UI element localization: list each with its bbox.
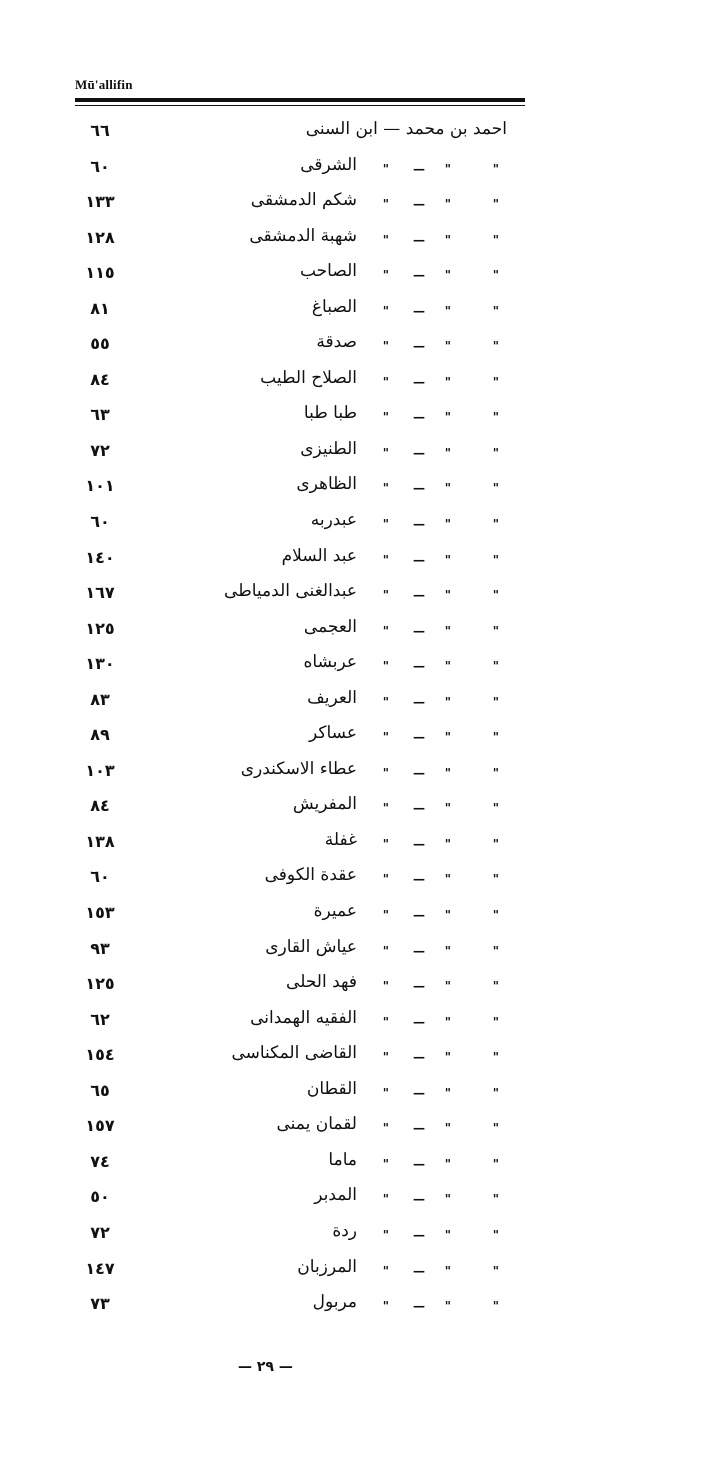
ditto-mark: ": [492, 161, 499, 176]
ditto-mark: ": [382, 765, 389, 780]
entry-name: عبدربه: [310, 510, 357, 531]
entry-page-number: ٦٣: [90, 405, 110, 425]
ditto-marks: [367, 653, 507, 681]
ditto-marks: [367, 1115, 507, 1143]
entry-page-number: ٨٤: [90, 796, 110, 816]
index-entry: [75, 187, 507, 223]
entry-page-number: ٩٣: [90, 938, 110, 958]
ditto-mark: ": [382, 161, 389, 176]
entry-page-number: ١٣٠: [85, 654, 115, 674]
ditto-mark: ": [382, 872, 389, 887]
ditto-marks: [367, 973, 507, 1001]
ditto-mark: ": [492, 1156, 499, 1171]
ditto-dash: —: [413, 232, 425, 247]
ditto-dash: —: [413, 1085, 425, 1100]
index-entry: [75, 720, 507, 756]
index-entry: [75, 649, 507, 685]
entry-page-number: ١٢٥: [85, 974, 115, 994]
ditto-mark: ": [382, 445, 389, 460]
ditto-dash: —: [413, 1227, 425, 1242]
index-entry: [75, 1147, 507, 1183]
entry-name: الظاهرى: [296, 474, 357, 495]
entry-name: الشرقى: [300, 154, 357, 175]
ditto-mark: ": [444, 552, 451, 567]
ditto-mark: ": [382, 623, 389, 638]
ditto-marks: [367, 795, 507, 823]
entry-page-number: ١٤٧: [85, 1258, 115, 1278]
ditto-mark: ": [382, 1085, 389, 1100]
ditto-mark: ": [492, 943, 499, 958]
ditto-dash: —: [413, 410, 425, 425]
header-rule-thick: [75, 98, 525, 102]
index-entry: [75, 934, 507, 970]
ditto-dash: —: [413, 197, 425, 212]
ditto-mark: ": [444, 197, 451, 212]
entry-page-number: ١٥٧: [85, 1116, 115, 1136]
entry-page-number: ٥٥: [90, 334, 110, 354]
ditto-dash: —: [413, 765, 425, 780]
ditto-mark: ": [492, 1121, 499, 1136]
index-entry: [75, 827, 507, 863]
ditto-mark: ": [382, 197, 389, 212]
ditto-mark: ": [382, 339, 389, 354]
ditto-mark: ": [492, 339, 499, 354]
ditto-mark: ": [382, 659, 389, 674]
ditto-mark: ": [382, 410, 389, 425]
entry-name: عميرة: [313, 901, 357, 922]
ditto-mark: ": [492, 694, 499, 709]
entry-name: العجمى: [303, 616, 357, 637]
entry-name: مربول: [312, 1292, 357, 1313]
ditto-mark: ": [492, 268, 499, 283]
ditto-mark: ": [492, 445, 499, 460]
entry-name: صدقة: [316, 332, 357, 353]
ditto-mark: ": [444, 872, 451, 887]
index-entry: [75, 329, 507, 365]
ditto-marks: [367, 831, 507, 859]
ditto-mark: ": [492, 588, 499, 603]
ditto-dash: —: [413, 1192, 425, 1207]
index-entry: [75, 1005, 507, 1041]
ditto-dash: —: [413, 801, 425, 816]
ditto-mark: ": [492, 801, 499, 816]
entry-name: القطان: [306, 1078, 357, 1099]
ditto-mark: ": [492, 517, 499, 532]
ditto-marks: [367, 333, 507, 361]
ditto-mark: ": [444, 303, 451, 318]
ditto-mark: ": [492, 1263, 499, 1278]
ditto-mark: ": [492, 730, 499, 745]
ditto-mark: ": [444, 1085, 451, 1100]
ditto-mark: ": [492, 1085, 499, 1100]
ditto-mark: ": [444, 481, 451, 496]
entry-page-number: ٨٤: [90, 369, 110, 389]
ditto-dash: —: [413, 445, 425, 460]
index-entry: [75, 1040, 507, 1076]
ditto-mark: ": [492, 374, 499, 389]
entry-page-number: ٦٠: [90, 512, 110, 532]
ditto-mark: ": [492, 659, 499, 674]
ditto-mark: ": [444, 374, 451, 389]
entry-page-number: ١٢٥: [85, 618, 115, 638]
ditto-marks: [367, 724, 507, 752]
ditto-mark: ": [382, 588, 389, 603]
ditto-marks: [367, 902, 507, 930]
ditto-marks: [367, 156, 507, 184]
ditto-mark: ": [444, 268, 451, 283]
index-entry: [75, 436, 507, 472]
ditto-dash: —: [413, 268, 425, 283]
ditto-mark: ": [492, 481, 499, 496]
entry-page-number: ١٥٣: [85, 903, 115, 923]
entry-page-number: ١٣٨: [85, 831, 115, 851]
ditto-mark: ": [382, 730, 389, 745]
entry-name: عربشاه: [303, 652, 357, 673]
entry-name: ردة: [332, 1220, 357, 1241]
ditto-mark: ": [382, 1050, 389, 1065]
index-entry: [75, 507, 507, 543]
entry-page-number: ٧٢: [90, 440, 110, 460]
ditto-dash: —: [413, 694, 425, 709]
ditto-mark: ": [444, 623, 451, 638]
index-entry: [75, 969, 507, 1005]
ditto-mark: ": [492, 765, 499, 780]
ditto-marks: [367, 760, 507, 788]
entry-page-number: ١٠١: [85, 476, 115, 496]
index-entry: [75, 862, 507, 898]
index-entry: [75, 1111, 507, 1147]
ditto-mark: ": [444, 410, 451, 425]
index-entry: [75, 578, 507, 614]
entry-name: عبدالغنى الدمياطى: [224, 581, 357, 602]
entry-name: احمد بن محمد — ابن السنى: [305, 119, 507, 139]
ditto-dash: —: [413, 1050, 425, 1065]
entry-name: عساكر: [309, 723, 357, 744]
entry-name: ماما: [328, 1149, 357, 1170]
ditto-marks: [367, 1044, 507, 1072]
ditto-marks: [367, 1222, 507, 1250]
page-folio: — ٢٩ —: [238, 1359, 293, 1375]
ditto-mark: ": [492, 908, 499, 923]
entry-name: شهبة الدمشقى: [249, 225, 357, 246]
ditto-mark: ": [492, 623, 499, 638]
index-entry: [75, 543, 507, 579]
index-entry: [75, 258, 507, 294]
ditto-mark: ": [382, 943, 389, 958]
entry-name: الطنيزى: [300, 438, 357, 459]
ditto-mark: ": [492, 836, 499, 851]
index-entry: [75, 152, 507, 188]
entry-name: عياش القارى: [265, 936, 357, 957]
ditto-dash: —: [413, 1156, 425, 1171]
entry-page-number: ٦٠: [90, 867, 110, 887]
ditto-marks: [367, 547, 507, 575]
ditto-mark: ": [382, 517, 389, 532]
ditto-mark: ": [492, 1050, 499, 1065]
entry-page-number: ١٤٠: [85, 547, 115, 567]
ditto-dash: —: [413, 1014, 425, 1029]
ditto-mark: ": [444, 908, 451, 923]
ditto-marks: [367, 938, 507, 966]
ditto-mark: ": [444, 1156, 451, 1171]
ditto-marks: [367, 511, 507, 539]
index-entry: [75, 898, 507, 934]
ditto-dash: —: [413, 979, 425, 994]
ditto-marks: [367, 866, 507, 894]
entry-page-number: ٨٣: [90, 689, 110, 709]
entry-page-number: ١١٥: [85, 263, 115, 283]
ditto-dash: —: [413, 1121, 425, 1136]
index-entry: [75, 791, 507, 827]
ditto-mark: ": [444, 659, 451, 674]
entry-name: غفلة: [324, 829, 357, 850]
ditto-mark: ": [492, 1192, 499, 1207]
ditto-mark: ": [382, 908, 389, 923]
entry-page-number: ٦٥: [90, 1080, 110, 1100]
ditto-mark: ": [382, 232, 389, 247]
ditto-dash: —: [413, 623, 425, 638]
ditto-dash: —: [413, 1263, 425, 1278]
entry-page-number: ٦٢: [90, 1009, 110, 1029]
entry-name: عقدة الكوفى: [264, 865, 357, 886]
ditto-dash: —: [413, 943, 425, 958]
index-entry: [75, 1076, 507, 1112]
entry-name: الصباغ: [311, 296, 357, 317]
ditto-marks: [367, 227, 507, 255]
ditto-mark: ": [444, 979, 451, 994]
ditto-mark: ": [382, 303, 389, 318]
ditto-mark: ": [382, 1227, 389, 1242]
ditto-mark: ": [382, 979, 389, 994]
index-entry: [75, 116, 507, 152]
ditto-mark: ": [382, 836, 389, 851]
entry-page-number: ١٦٧: [85, 583, 115, 603]
ditto-mark: ": [444, 1263, 451, 1278]
entry-name: المفريش: [292, 794, 357, 815]
ditto-marks: [367, 618, 507, 646]
ditto-mark: ": [492, 1299, 499, 1314]
ditto-mark: ": [382, 1192, 389, 1207]
entry-name: فهد الحلى: [286, 972, 357, 993]
ditto-dash: —: [413, 374, 425, 389]
entry-name: المدبر: [314, 1185, 357, 1206]
entry-page-number: ١٣٣: [85, 192, 115, 212]
ditto-mark: ": [382, 1014, 389, 1029]
index-entry: [75, 1254, 507, 1290]
ditto-marks: [367, 1009, 507, 1037]
entry-name: عبد السلام: [281, 545, 357, 566]
ditto-dash: —: [413, 588, 425, 603]
ditto-mark: ": [444, 943, 451, 958]
entry-name: طبا طبا: [303, 403, 357, 424]
entry-page-number: ٨١: [90, 298, 110, 318]
entry-name: المرزبان: [297, 1256, 357, 1277]
ditto-mark: ": [492, 1014, 499, 1029]
ditto-mark: ": [382, 1299, 389, 1314]
entry-page-number: ١٥٤: [85, 1045, 115, 1065]
ditto-dash: —: [413, 872, 425, 887]
ditto-mark: ": [444, 1050, 451, 1065]
index-entry: [75, 365, 507, 401]
ditto-mark: ": [444, 694, 451, 709]
ditto-marks: [367, 298, 507, 326]
ditto-dash: —: [413, 659, 425, 674]
ditto-dash: —: [413, 161, 425, 176]
entry-page-number: ٧٢: [90, 1222, 110, 1242]
ditto-mark: ": [492, 979, 499, 994]
entry-name: القاضى المكناسى: [231, 1043, 357, 1064]
entry-page-number: ١٢٨: [85, 227, 115, 247]
ditto-mark: ": [492, 197, 499, 212]
entry-page-number: ٦٠: [90, 156, 110, 176]
entry-name: الصلاح الطيب: [260, 367, 357, 388]
index-entry: [75, 294, 507, 330]
entry-name: لقمان يمنى: [276, 1114, 357, 1135]
ditto-mark: ": [382, 552, 389, 567]
ditto-mark: ": [444, 445, 451, 460]
ditto-mark: ": [492, 1227, 499, 1242]
ditto-mark: ": [382, 1263, 389, 1278]
ditto-mark: ": [444, 730, 451, 745]
ditto-marks: [367, 1186, 507, 1214]
ditto-mark: ": [382, 374, 389, 389]
ditto-dash: —: [413, 517, 425, 532]
ditto-dash: —: [413, 836, 425, 851]
ditto-dash: —: [413, 339, 425, 354]
ditto-mark: ": [444, 1192, 451, 1207]
entry-page-number: ٦٦: [90, 121, 110, 140]
ditto-mark: ": [382, 694, 389, 709]
entry-name: عطاء الاسكندرى: [240, 758, 357, 779]
index-entry: [75, 1289, 507, 1325]
ditto-marks: [367, 475, 507, 503]
ditto-mark: ": [444, 339, 451, 354]
ditto-mark: ": [444, 1227, 451, 1242]
ditto-dash: —: [413, 1299, 425, 1314]
ditto-marks: [367, 1151, 507, 1179]
index-entry: [75, 685, 507, 721]
ditto-marks: [367, 262, 507, 290]
entry-page-number: ١٠٣: [85, 760, 115, 780]
ditto-mark: ": [444, 517, 451, 532]
ditto-mark: ": [444, 161, 451, 176]
index-entry: [75, 1218, 507, 1254]
index-entry: [75, 400, 507, 436]
ditto-mark: ": [382, 1121, 389, 1136]
ditto-mark: ": [444, 836, 451, 851]
ditto-marks: [367, 404, 507, 432]
entry-name: العريف: [307, 687, 357, 708]
entry-page-number: ٧٤: [90, 1151, 110, 1171]
index-entry: [75, 223, 507, 259]
header-rule-thin: [75, 105, 525, 106]
ditto-mark: ": [444, 1014, 451, 1029]
ditto-mark: ": [444, 765, 451, 780]
ditto-marks: [367, 440, 507, 468]
ditto-mark: ": [444, 232, 451, 247]
ditto-mark: ": [382, 268, 389, 283]
ditto-dash: —: [413, 908, 425, 923]
running-head: Mū'allifin: [75, 77, 133, 92]
ditto-mark: ": [492, 410, 499, 425]
ditto-marks: [367, 582, 507, 610]
entry-page-number: ٨٩: [90, 725, 110, 745]
index-entry: [75, 471, 507, 507]
ditto-marks: [367, 1258, 507, 1286]
entry-name: شكم الدمشقى: [250, 190, 357, 211]
index-entry: [75, 614, 507, 650]
ditto-marks: [367, 1080, 507, 1108]
ditto-dash: —: [413, 481, 425, 496]
ditto-dash: —: [413, 303, 425, 318]
ditto-marks: [367, 369, 507, 397]
entry-name: الصاحب: [299, 261, 357, 282]
ditto-mark: ": [444, 1299, 451, 1314]
entry-page-number: ٧٣: [90, 1294, 110, 1314]
entry-name: الفقيه الهمدانى: [250, 1007, 357, 1028]
ditto-mark: ": [444, 1121, 451, 1136]
entry-page-number: ٥٠: [90, 1187, 110, 1207]
ditto-marks: [367, 1293, 507, 1321]
index-entries: [75, 116, 507, 1325]
ditto-mark: ": [492, 552, 499, 567]
ditto-mark: ": [444, 801, 451, 816]
ditto-marks: [367, 689, 507, 717]
ditto-mark: ": [382, 801, 389, 816]
ditto-dash: —: [413, 552, 425, 567]
ditto-mark: ": [492, 872, 499, 887]
ditto-mark: ": [382, 481, 389, 496]
index-entry: [75, 1182, 507, 1218]
ditto-dash: —: [413, 730, 425, 745]
ditto-mark: ": [444, 588, 451, 603]
ditto-marks: [367, 191, 507, 219]
ditto-mark: ": [382, 1156, 389, 1171]
index-entry: [75, 756, 507, 792]
ditto-mark: ": [492, 303, 499, 318]
ditto-mark: ": [492, 232, 499, 247]
